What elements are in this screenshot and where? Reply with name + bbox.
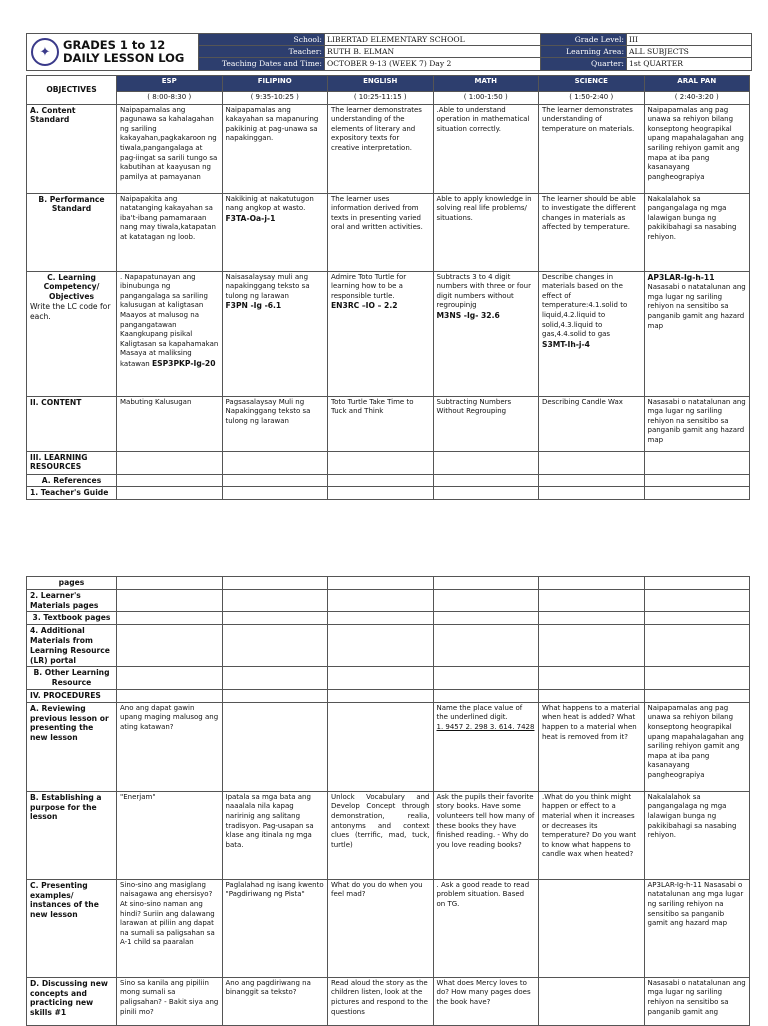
cell [539,977,645,1025]
table-row [27,689,750,702]
time-science: ( 1:50-2:40 ) [539,92,645,105]
subject-science: SCIENCE [539,76,645,92]
cell: Ano ang pagdiriwang na binanggit sa teksto? [222,977,328,1025]
time-english: ( 10:25-11:15 ) [328,92,434,105]
table-row [27,577,750,590]
cell: Nakalalahok sa pangangalaga ng mga lalawigan bunga ng pakikibahagi sa nasabing rehiyon. [644,193,750,271]
subject-aral-pan: ARAL PAN [644,76,750,92]
cell: Subtracting Numbers Without Regrouping [433,396,539,451]
cell: Ano ang dapat gawin upang maging malusog ang ating katawan? [117,702,223,791]
lc-code: S3MT-Ih-j-4 [542,339,590,349]
cell: Sino sa kanila ang pipiliin mong sumali sa paligsahan? - Bakit siya ang pinili mo? [117,977,223,1025]
cell [539,879,645,977]
deped-seal-icon: ✦ [31,38,59,66]
lesson-log-header [26,33,752,71]
table-row [27,977,750,1025]
cell: Naipapamalas ang kakayahan sa mapanuring pakikinig at pag-unawa sa napakinggan. [222,104,328,193]
row-label-presenting: C. Presenting examples/ instances of the new lesson [27,879,117,977]
lc-code: M3NS -Ig- 32.6 [436,310,500,320]
cell: Ipatala sa mga bata ang naaalala nila kapag naririnig ang salitang tradisyon. Pag-usapan sa klase ang itinala ng mga bata. [222,791,328,879]
table-row [27,625,750,667]
row-label-performance-standard: B. Performance Standard [27,193,117,271]
table-row [27,702,750,791]
cell: Nakalalahok sa pangangalaga ng mga lalawigan bunga ng pakikibahagi sa nasabing rehiyon. [644,791,750,879]
cell: Mabuting Kalusugan [117,396,223,451]
dates-label: Teaching Dates and Time: [199,58,325,70]
subject-esp: ESP [117,76,223,92]
cell: Naipapakita ang natatanging kakayahan sa iba't-ibang pamamaraan nang may tiwala,katapatan at katatagan ng loob. [117,193,223,271]
time-filipino: ( 9:35-10:25 ) [222,92,328,105]
time-math: ( 1:00-1:50 ) [433,92,539,105]
row-label-teachers-guide: 1. Teacher's Guide [27,487,117,500]
grade-value: III [627,34,751,46]
cell: The learner should be able to investigate the different changes in materials as affected by temperature. [539,193,645,271]
time-aral-pan: ( 2:40-3:20 ) [644,92,750,105]
lc-code: AP3LAR-Ig-h-11 [647,272,715,282]
row-label-competency: C. Learning Competency/ Objectives Write the LC code for each. [27,271,117,396]
cell: "Enerjam" [117,791,223,879]
cell: Able to apply knowledge in solving real life problems/ situations. [433,193,539,271]
cell: What does Mercy loves to do? How many pages does the book have? [433,977,539,1025]
cell: Naipapamalas ang pagunawa sa kahalagahan ng sariling kakayahan,pagkakaroon ng tiwala,pangangalaga at pag-iingat sa sarili tungo sa kabutihan at kaayusan ng pamilya at pamayanan [117,104,223,193]
table-row [27,474,750,487]
row-label-other-resource: B. Other Learning Resource [27,667,117,690]
teacher-label: Teacher: [199,46,325,58]
header-info-grid [199,34,751,70]
cell: What do you do when you feel mad? [328,879,434,977]
table-row [27,589,750,612]
row-label-learners-materials: 2. Learner's Materials pages [27,589,117,612]
cell: The learner uses information derived from texts in presenting varied oral and written activities. [328,193,434,271]
row-label-content: II. CONTENT [27,396,117,451]
cell: Nasasabi o natatalunan ang mga lugar ng sariling rehiyon na sensitibo sa panganib gamit ang hazard map [644,396,750,451]
row-label-content-standard: A. Content Standard [27,104,117,193]
time-esp: ( 8:00-8:30 ) [117,92,223,105]
cell: Sino-sino ang masiglang naisagawa ang ehersisyo? At sino-sino naman ang hindi? Suriin ang dalawang larawan at piliin ang dapat na sumali sa paligsahan sa A-1 child sa paaralan [117,879,223,977]
cell: What happens to a material when heat is added? What happen to a material when heat is removed from it? [539,702,645,791]
lc-code: F3PN -Ig -6.1 [225,301,282,311]
subject-filipino: FILIPINO [222,76,328,92]
dates-value: OCTOBER 9-13 (WEEK 7) Day 2 [325,58,541,70]
table-row [27,667,750,690]
lesson-table-page1 [26,75,750,500]
table-row [27,193,750,271]
table-row [27,396,750,451]
table-row [27,487,750,500]
school-label: School: [199,34,325,46]
math-numbers: 1. 9457 2. 298 3. 614. 7428 [436,722,535,731]
cell: AP3LAR-Ig-h-11 Nasasabi o natatalunan ang mga lugar ng sariling rehiyon na sensitibo sa panganib gamit ang hazard map [644,879,750,977]
area-value: ALL SUBJECTS [627,46,751,58]
cell: Ask the pupils their favorite story books. Have some volunteers tell how many of these books they have finished reading. - Why do you love reading books? [433,791,539,879]
teacher-value: RUTH B. ELMAN [325,46,541,58]
row-label-discussing: D. Discussing new concepts and practicing new skills #1 [27,977,117,1025]
cell: AP3LAR-Ig-h-11 Nasasabi o natatalunan ang mga lugar ng sariling rehiyon na sensitibo sa panganib gamit ang hazard map [644,271,750,396]
title-grades: GRADES 1 to 12 [63,38,166,52]
header-title-block [27,34,199,70]
row-label-reviewing: A. Reviewing previous lesson or presenting the new lesson [27,702,117,791]
cell: .Able to understand operation in mathematical situation correctly. [433,104,539,193]
table-row [27,104,750,193]
cell: Pagsasalaysay Muli ng Napakinggang teksto sa tulong ng larawan [222,396,328,451]
cell: . Napapatunayan ang ibinubunga ng pangangalaga sa sariling kalusugan at kaligtasan Maayos at malusog na pangangatawan Kaangkupang pisikal Kaligtasan sa kapahamakan Masaya at maliksing katawan ESP3PKP-Ig-20 [117,271,223,396]
quarter-label: Quarter: [541,58,627,70]
title-dll: DAILY LESSON LOG [63,51,185,65]
cell: Read aloud the story as the children listen, look at the pictures and respond to the questions [328,977,434,1025]
table-row [27,791,750,879]
row-label-additional-materials: 4. Additional Materials from Learning Resource (LR) portal [27,625,117,667]
row-label-establishing: B. Establishing a purpose for the lesson [27,791,117,879]
cell: Toto Turtle Take Time to Tuck and Think [328,396,434,451]
cell: Describe changes in materials based on the effect of temperature:4.1.solid to liquid,4.2.liquid to solid,4.3.liquid to gas,4.4.solid to gas S3MT-Ih-j-4 [539,271,645,396]
objectives-header: OBJECTIVES [27,76,117,105]
cell: Paglalahad ng isang kwento "Pagdiriwang ng Pista" [222,879,328,977]
subject-math: MATH [433,76,539,92]
cell: The learner demonstrates understanding of the elements of literary and expository texts for creative interpretation. [328,104,434,193]
area-label: Learning Area: [541,46,627,58]
cell: Nakikinig at nakatutugon nang angkop at wasto. F3TA-Oa-j-1 [222,193,328,271]
row-label-procedures: IV. PROCEDURES [27,689,117,702]
cell: Unlock Vocabulary and Develop Concept through demonstration, realia, antonyms and context clues (terrific, mad, tuck, turtle) [328,791,434,879]
row-label-references: A. References [27,474,117,487]
cell [222,702,328,791]
table-row [27,271,750,396]
school-value: LIBERTAD ELEMENTARY SCHOOL [325,34,541,46]
quarter-value: 1st QUARTER [627,58,751,70]
lc-code: ESP3PKP-Ig-20 [151,358,216,368]
row-label-textbook: 3. Textbook pages [27,612,117,625]
cell: Admire Toto Turtle for learning how to be a responsible turtle. EN3RC –IO – 2.2 [328,271,434,396]
cell: .What do you think might happen or effect to a material when it increases or decreases its temperature? Do you want to know what happens to candle wax when heated? [539,791,645,879]
lc-code: F3TA-Oa-j-1 [225,213,276,223]
cell: Nasasabi o natatalunan ang mga lugar ng sariling rehiyon na sensitibo sa panganib gamit ang [644,977,750,1025]
lc-code: EN3RC –IO – 2.2 [331,301,398,311]
table-row [27,612,750,625]
grade-label: Grade Level: [541,34,627,46]
cell: . Ask a good reade to read problem situation. Based on TG. [433,879,539,977]
lesson-table-page2 [26,576,750,1026]
cell: Describing Candle Wax [539,396,645,451]
table-row [27,879,750,977]
cell [328,702,434,791]
table-row [27,451,750,474]
cell: Naipapamalas ang pag unawa sa rehiyon bilang konseptong heograpikal upang mapahalagahan ang sariling rehiyon gamit ang mapa at iba pang kasanayang pangheograpiya [644,104,750,193]
row-label-pages: pages [27,577,117,590]
cell: The learner demonstrates understanding of temperature on materials. [539,104,645,193]
row-label-learning-resources: III. LEARNING RESOURCES [27,451,117,474]
cell: Name the place value of the underlined digit. 1. 9457 2. 298 3. 614. 7428 [433,702,539,791]
cell: Naipapamalas ang pag unawa sa rehiyon bilang konseptong heograpikal upang mapahalagahan ang sariling rehiyon gamit ang mapa at iba pang kasanayang pangheograpiya [644,702,750,791]
cell: Naisasalaysay muli ang napakinggang teksto sa tulong ng larawan F3PN -Ig -6.1 [222,271,328,396]
subject-english: ENGLISH [328,76,434,92]
cell: Subtracts 3 to 4 digit numbers with three or four digit numbers without regroupinjg M3NS -Ig- 32.6 [433,271,539,396]
